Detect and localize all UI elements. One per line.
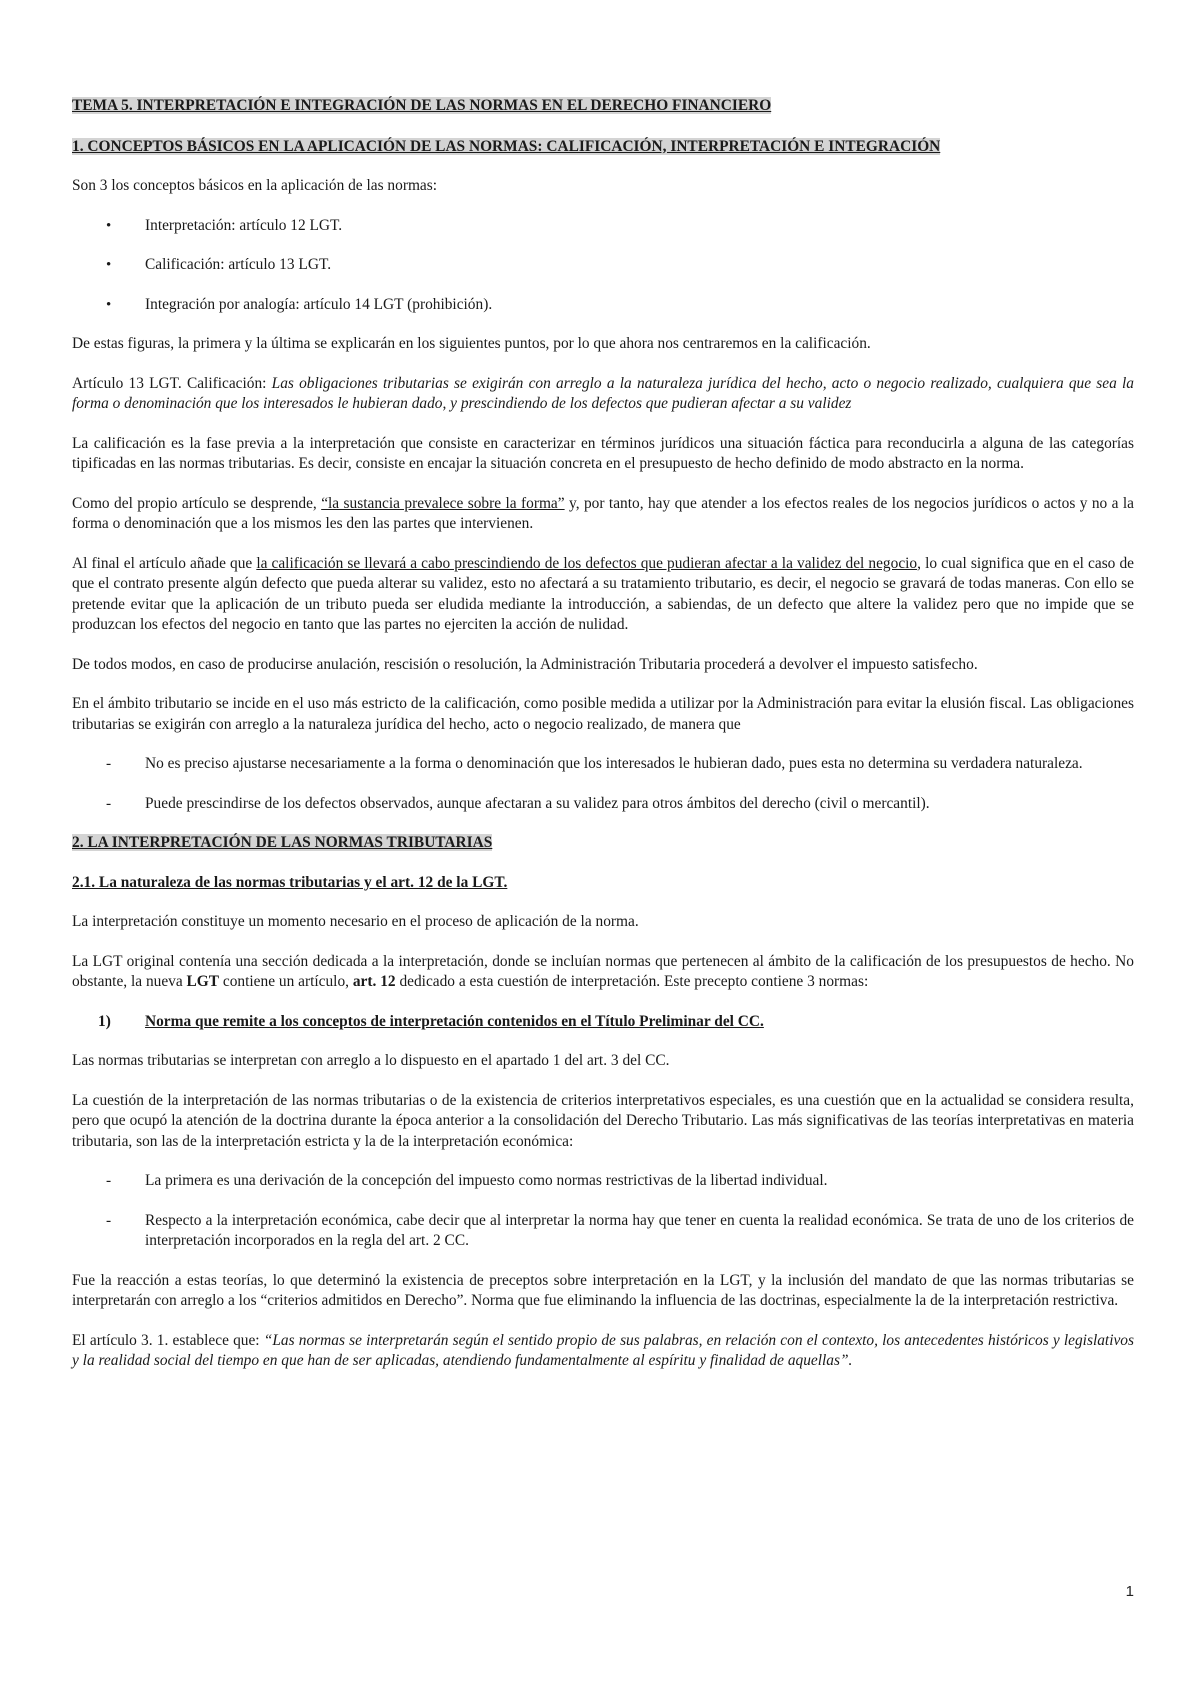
bold-text: art. 12: [352, 973, 396, 990]
article-3-quote: [72, 1331, 1134, 1372]
paragraph: La cuestión de la interpretación de las normas tributarias o de la existencia de criterios interpretativos especiales, es una cuestión que en la actualidad se considera resulta, pero que ocupó la atención de la doctrina durante la época anterior a la consolidación del Derecho Tributario. Las más significativas de las teorías interpretativas en materia tributaria, son las de la interpretación estricta y la de la interpretación económica:: [72, 1091, 1134, 1150]
consequences-list: [72, 754, 1134, 814]
norm-1-heading: [72, 1012, 1134, 1033]
paragraph: [72, 554, 1134, 636]
list-item: [72, 794, 1134, 815]
section2-heading-block: [72, 833, 1134, 854]
underlined-phrase: “la sustancia prevalece sobre la forma”: [321, 494, 565, 512]
list-item-text: Calificación: artículo 13 LGT.: [145, 256, 332, 273]
article-13-label: Artículo 13 LGT. Calificación:: [72, 374, 272, 392]
text-run: Como del propio artículo se desprende,: [72, 494, 322, 512]
paragraph: [72, 494, 1134, 535]
list-item: [72, 1171, 1134, 1192]
list-item-text: La primera es una derivación de la concepción del impuesto como normas restrictivas de la libertad individual.: [145, 1172, 828, 1189]
document-page: [72, 96, 1134, 1391]
article-13-quote: [72, 374, 1134, 415]
list-item-text: No es preciso ajustarse necesariamente a la forma o denominación que los interesados le hubieran dado, pues esta no determina su verdadera naturaleza.: [145, 755, 1083, 772]
dash-marker: -: [106, 1172, 112, 1189]
norm-number: 1): [98, 1012, 111, 1030]
dash-marker: -: [106, 755, 112, 772]
text-run: , lo cual significa que en el caso de que el contrato presente algún defecto que pueda alterar su validez, esto no afectará a su tratamiento tributario, es decir, el negocio se gravará de todas maneras. Con ello se pretende evitar que la aplicación de un tributo pueda ser eludida mediante la introducción, a sabiendas, de un defecto que altere la validez pero que no impide que se produzcan los efectos del negocio en tanto que las partes no ejerciten la acción de nulidad.: [72, 554, 1134, 633]
paragraph: [72, 952, 1134, 993]
bold-text: LGT: [186, 973, 220, 990]
text-run: La LGT original contenía una sección dedicada a la interpretación, donde se incluían normas que pertenecen al ámbito de la calificación de los presupuestos de hecho. No obstante, la nueva: [72, 952, 1134, 990]
underlined-phrase: la calificación se llevará a cabo prescindiendo de los defectos que pudieran afectar a la validez del negocio: [256, 554, 918, 572]
list-item: [72, 255, 1134, 276]
section2-heading: 2. LA INTERPRETACIÓN DE LAS NORMAS TRIBUTARIAS: [72, 834, 493, 851]
list-item-text: Respecto a la interpretación económica, cabe decir que al interpretar la norma hay que tener en cuenta la realidad económica. Se trata de uno de los criterios de interpretación incorporados en la regla del art. 2 CC.: [145, 1211, 1134, 1249]
page-number: 1: [1125, 1583, 1134, 1600]
list-item-text: Integración por analogía: artículo 14 LGT (prohibición).: [145, 295, 493, 313]
paragraph: Fue la reacción a estas teorías, lo que determinó la existencia de preceptos sobre interpretación en la LGT, y la inclusión del mandato de que las normas tributarias se interpretarán con arreglo a los “criterios admitidos en Derecho”. Norma que fue eliminando la influencia de las doctrinas, especialmente la de la interpretación restrictiva.: [72, 1271, 1134, 1309]
paragraph: Las normas tributarias se interpretan con arreglo a lo dispuesto en el apartado 1 del art. 3 del CC.: [72, 1052, 670, 1069]
list-item: [72, 295, 1134, 316]
list-item-text: Interpretación: artículo 12 LGT.: [145, 216, 343, 234]
bullet-marker: •: [106, 217, 112, 234]
list-item-text: Puede prescindirse de los defectos observados, aunque afectaran a su validez para otros ámbitos del derecho (civil o mercantil).: [145, 794, 930, 812]
text-run: Al final el artículo añade que: [72, 554, 257, 572]
document-title: TEMA 5. INTERPRETACIÓN E INTEGRACIÓN DE LAS NORMAS EN EL DERECHO FINANCIERO: [72, 97, 772, 114]
list-item: [72, 754, 1134, 775]
paragraph: La interpretación constituye un momento necesario en el proceso de aplicación de la norma.: [72, 913, 639, 930]
norm-title: Norma que remite a los conceptos de interpretación contenidos en el Título Preliminar del CC.: [145, 1012, 764, 1030]
subsection-heading: 2.1. La naturaleza de las normas tributarias y el art. 12 de la LGT.: [72, 873, 508, 891]
text-run: El artículo 3. 1. establece que:: [72, 1331, 264, 1349]
dash-marker: -: [106, 794, 112, 812]
dash-marker: -: [106, 1211, 112, 1229]
section1-heading: 1. CONCEPTOS BÁSICOS EN LA APLICACIÓN DE LAS NORMAS: CALIFICACIÓN, INTERPRETACIÓN E INTEGRACIÓN: [72, 137, 941, 155]
text-run: contiene un artículo,: [219, 973, 353, 990]
section1-heading-block: [72, 137, 1134, 158]
list-item: [72, 216, 1134, 237]
paragraph: En el ámbito tributario se incide en el uso más estricto de la calificación, como posible medida a utilizar por la Administración para evitar la elusión fiscal. Las obligaciones tributarias se exigirán con arreglo a la naturaleza jurídica del hecho, acto o negocio realizado, de manera que: [72, 695, 1134, 733]
bullet-marker: •: [106, 296, 112, 313]
article-13-text: Las obligaciones tributarias se exigirán con arreglo a la naturaleza jurídica del hecho, acto o negocio realizado, cualquiera que sea la forma o denominación que los interesados le hubieran dado, y prescindiendo de los defectos que pudieran afectar a su validez: [72, 374, 1134, 412]
italic-quote: “Las normas se interpretarán según el sentido propio de sus palabras, en relación con el contexto, los antecedentes históricos y legislativos y la realidad social del tiempo en que han de ser aplicadas, atendiendo fundamentalmente al espíritu y finalidad de aquellas”.: [72, 1331, 1134, 1369]
paragraph: De estas figuras, la primera y la última se explicarán en los siguientes puntos, por lo que ahora nos centraremos en la calificación.: [72, 335, 871, 352]
text-run: dedicado a esta cuestión de interpretación. Este precepto contiene 3 normas:: [395, 973, 869, 990]
title-block: [72, 96, 1134, 117]
text-run: y, por tanto, hay que atender a los efectos reales de los negocios jurídicos o actos y no a la forma o denominación que a los mismos les den las partes que intervienen.: [72, 494, 1135, 532]
theories-list: [72, 1171, 1134, 1252]
list-item: [72, 1211, 1134, 1252]
bullet-marker: •: [106, 257, 112, 273]
paragraph: La calificación es la fase previa a la interpretación que consiste en caracterizar en términos jurídicos una situación fáctica para reconducirla a alguna de las categorías tipificadas en las normas tributarias. Es decir, consiste en encajar la situación concreta en el presupuesto de hecho definido de modo abstracto en la norma.: [72, 434, 1134, 472]
paragraph: De todos modos, en caso de producirse anulación, rescisión o resolución, la Administración Tributaria procederá a devolver el impuesto satisfecho.: [72, 655, 978, 673]
concepts-list: [72, 216, 1134, 316]
section1-intro: Son 3 los conceptos básicos en la aplicación de las normas:: [72, 177, 438, 194]
